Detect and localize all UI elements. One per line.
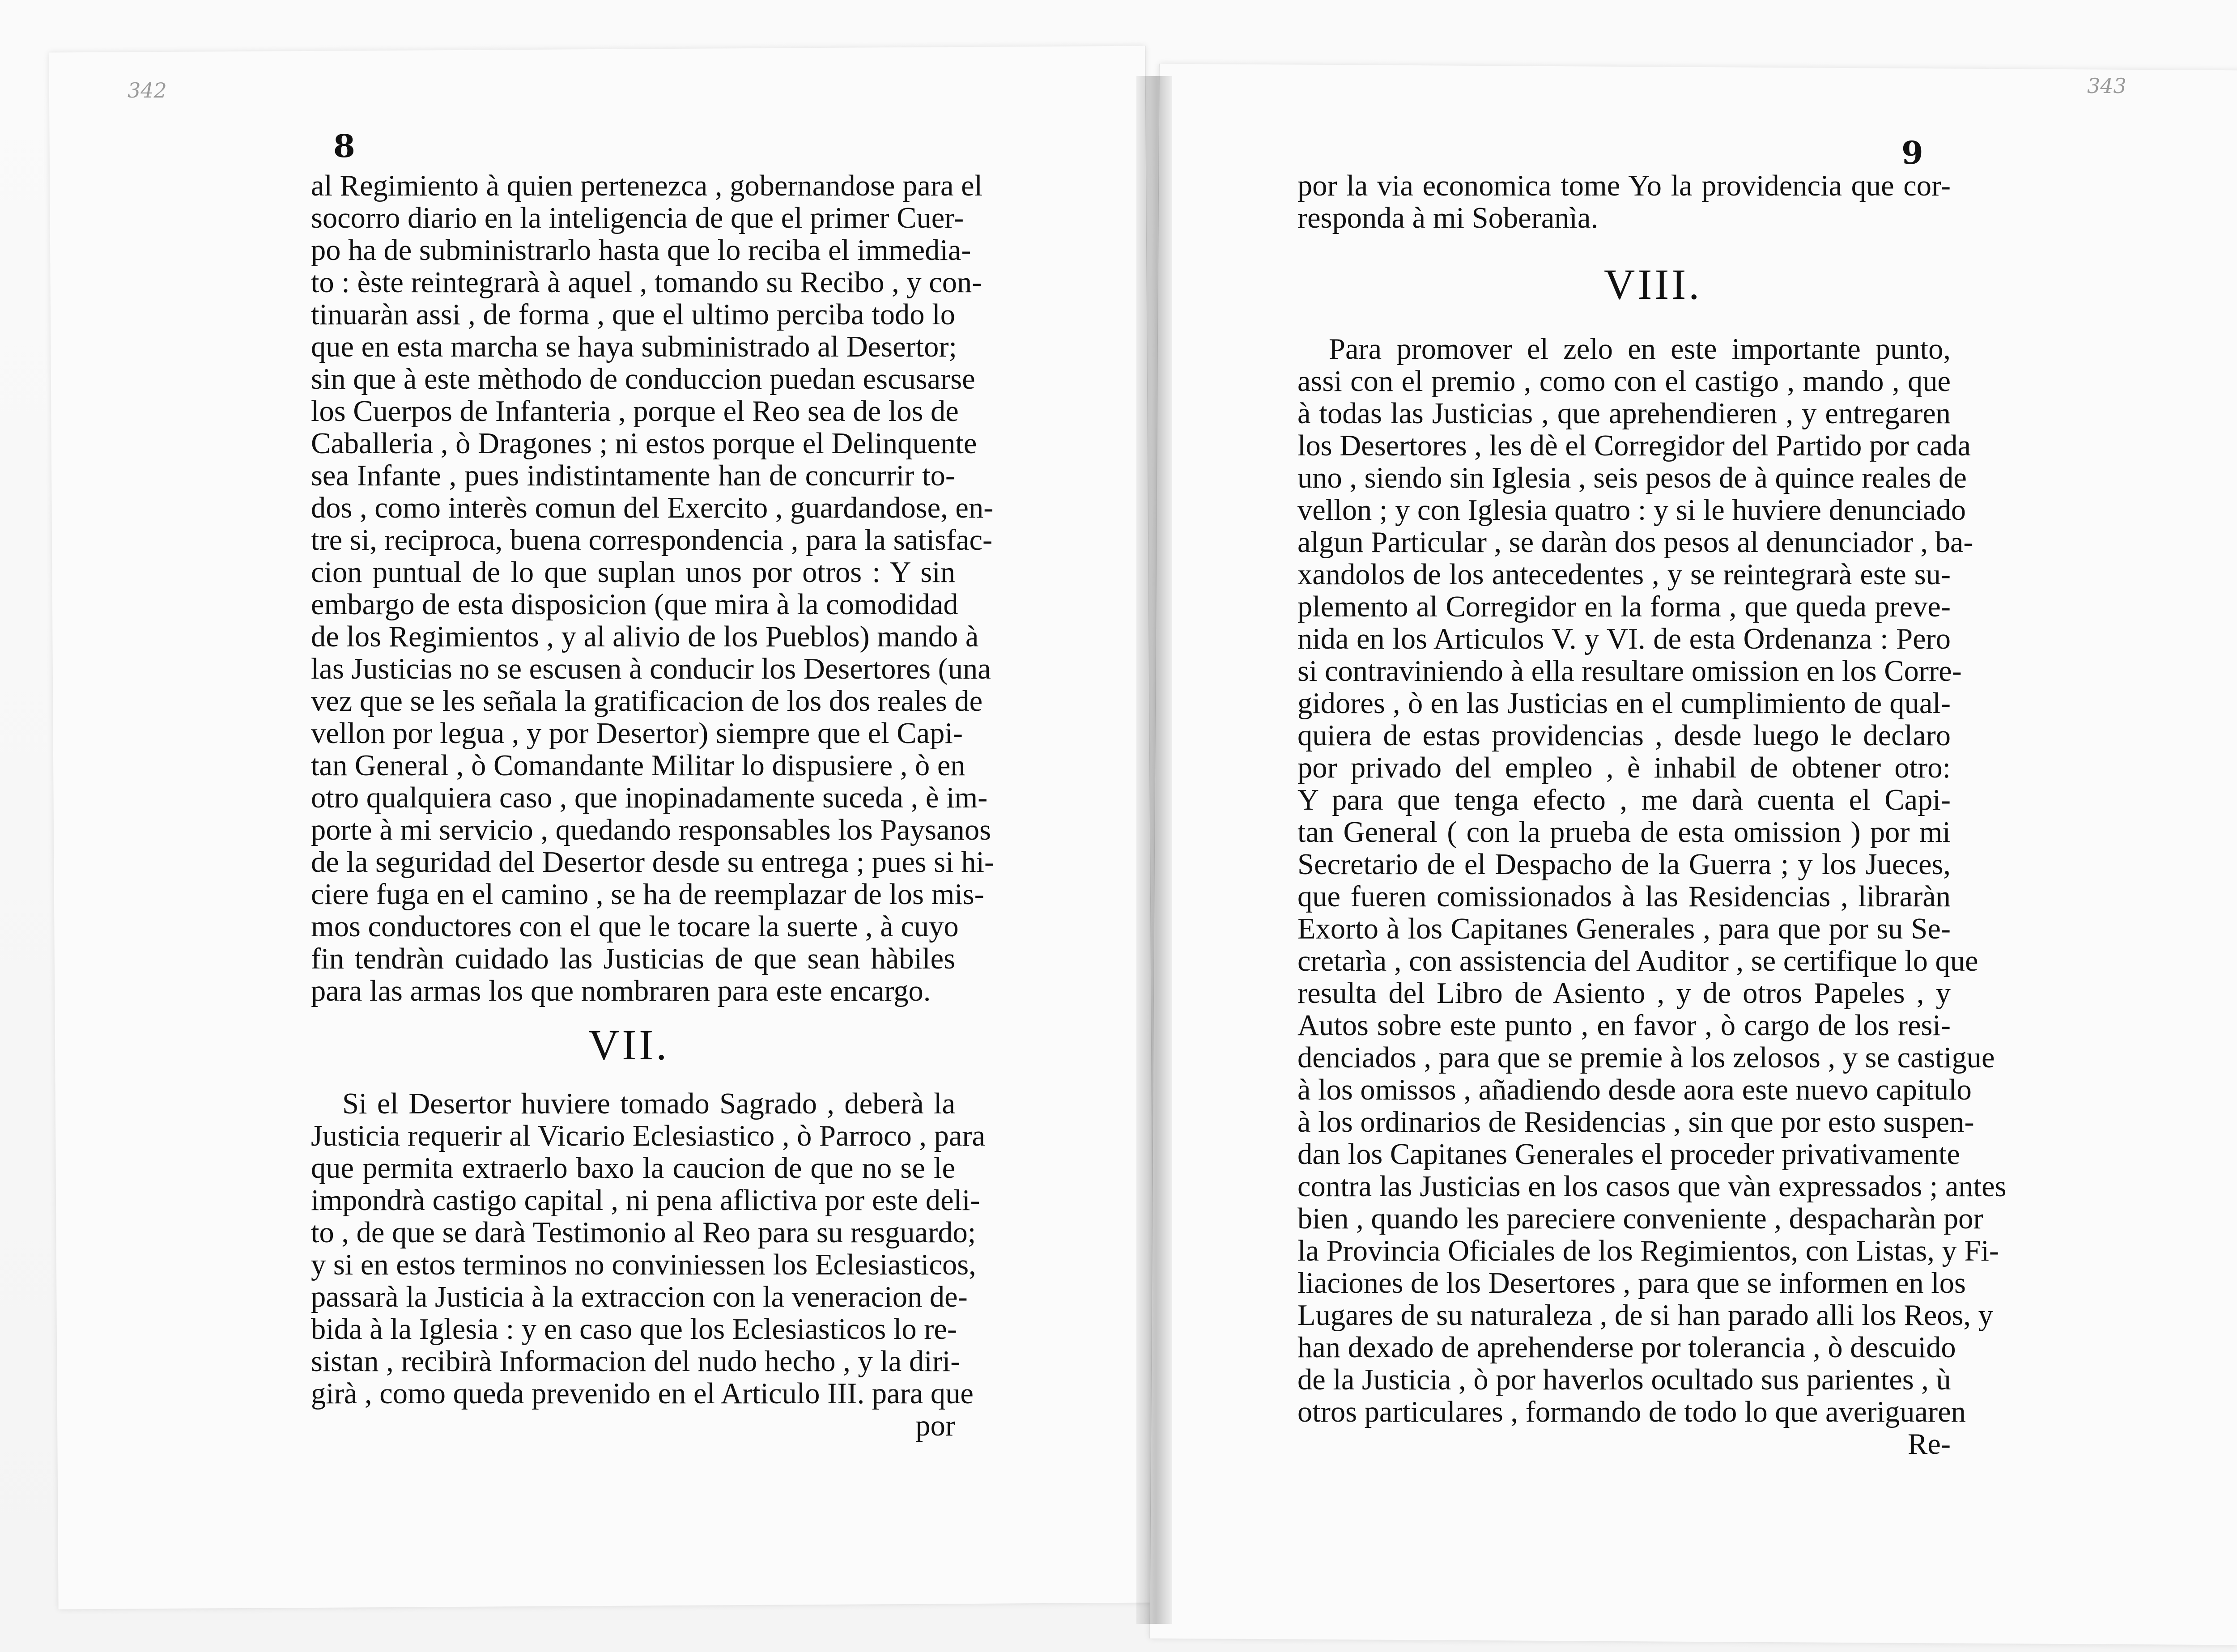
text-line: la Provincia Oficiales de los Regimientos, con Listas, y Fi- (1297, 1235, 1999, 1267)
text-line: si contraviniendo à ella resultare omission en los Corre- (1297, 655, 1962, 688)
text-line: vellon por legua , y por Desertor) siempre que el Capi- (311, 717, 963, 750)
right-opening-lines (1297, 170, 1951, 234)
text-line: ciere fuga en el camino , se ha de reemplazar de los mis- (311, 878, 984, 911)
text-line: assi con el premio , como con el castigo , mando , que (1297, 365, 1951, 398)
text-line: to , de que se darà Testimonio al Reo para su resguardo; (311, 1216, 976, 1249)
text-line: à los omissos , añadiendo desde aora este nuevo capitulo (1297, 1074, 1972, 1106)
text-line: Secretario de el Despacho de la Guerra ; y los Jueces, (1297, 848, 1951, 881)
text-line: Re- (1907, 1428, 1951, 1461)
text-line: po ha de subministrarlo hasta que lo reciba el immedia- (311, 234, 971, 267)
text-line: Justicia requerir al Vicario Eclesiastico , ò Parroco , para (311, 1120, 986, 1152)
book-gutter (1136, 76, 1172, 1624)
text-line: tan General ( con la prueba de esta omission ) por mi (1297, 816, 1951, 849)
text-line: contra las Justicias en los casos que vàn expressados ; antes (1297, 1170, 2007, 1203)
text-line: tre si, reciproca, buena correspondencia , para la satisfac- (311, 524, 993, 556)
text-line: al Regimiento à quien pertenezca , gobernandose para el (311, 170, 983, 202)
text-line: cretarìa , con assistencia del Auditor , se certifique lo que (1297, 945, 1978, 977)
text-line: han dexado de aprehenderse por tolerancia , ò descuido (1297, 1331, 1956, 1364)
text-line: Para promover el zelo en este importante punto, (1329, 333, 1951, 365)
text-line: à todas las Justicias , que aprehendieren , y entregaren (1297, 397, 1951, 430)
text-line: que fueren comissionados à las Residencias , libraràn (1297, 880, 1951, 913)
text-line: sin que à este mèthodo de conduccion puedan escusarse (311, 363, 975, 395)
text-line: las Justicias no se escusen à conducir los Desertores (una (311, 653, 991, 685)
text-line: y si en estos terminos no conviniessen los Eclesiasticos, (311, 1249, 976, 1281)
text-line: de la Justicia , ò por haverlos ocultado sus parientes , ù (1297, 1363, 1951, 1396)
text-line: cion puntual de lo que suplan unos por otros : Y sin (311, 556, 955, 589)
text-line: de los Regimientos , y al alivio de los Pueblos) mando à (311, 620, 979, 653)
text-line: plemento al Corregidor en la forma , que queda preve- (1297, 590, 1951, 623)
text-line: bien , quando les pareciere conveniente , despacharàn por (1297, 1202, 1983, 1235)
text-line: que en esta marcha se haya subministrado al Desertor; (311, 331, 957, 363)
left-paragraph-2 (311, 1087, 986, 1442)
text-line: mos conductores con el que le tocare la suerte , à cuyo (311, 910, 959, 943)
right-page-number: 9 (1901, 134, 1923, 171)
left-paragraph-1 (311, 170, 995, 1007)
text-line: responda à mi Soberanìa. (1297, 202, 1599, 234)
text-line: denciados , para que se premie à los zelosos , y se castigue (1297, 1041, 1995, 1074)
left-folio-mark: 342 (128, 78, 167, 102)
left-section-heading: VII. (588, 1021, 670, 1069)
text-line: à los ordinarios de Residencias , sin que por esto suspen- (1297, 1106, 1974, 1138)
text-line: Autos sobre este punto , en favor , ò cargo de los resi- (1297, 1009, 1951, 1042)
text-line: embargo de esta disposicion (que mira à la comodidad (311, 588, 958, 621)
text-line: algun Particular , se daràn dos pesos al denunciador , ba- (1297, 526, 1973, 559)
text-line: Exorto à los Capitanes Generales , para que por su Se- (1297, 913, 1951, 945)
text-line: sea Infante , pues indistintamente han de concurrir to- (311, 459, 955, 492)
text-line: nida en los Articulos V. y VI. de esta Ordenanza : Pero (1297, 623, 1951, 655)
text-line: otros particulares , formando de todo lo que averiguaren (1297, 1396, 1966, 1428)
text-line: tinuaràn assi , de forma , que el ultimo perciba todo lo (311, 298, 955, 331)
text-line: Caballeria , ò Dragones ; ni estos porque el Delinquente (311, 427, 977, 460)
text-line: quiera de estas providencias , desde luego le declaro (1297, 719, 1951, 752)
text-line: impondrà castigo capital , ni pena aflictiva por este deli- (311, 1184, 980, 1217)
text-line: gidores , ò en las Justicias en el cumplimiento de qual- (1297, 687, 1951, 720)
right-folio-mark: 343 (2087, 74, 2126, 98)
text-line: los Desertores , les dè el Corregidor del Partido por cada (1297, 429, 1971, 462)
text-line: dos , como interès comun del Exercito , guardandose, en- (311, 492, 994, 524)
text-line: Si el Desertor huviere tomado Sagrado , deberà la (342, 1087, 955, 1120)
text-line: para las armas los que nombraren para este encargo. (311, 975, 931, 1007)
text-line: los Cuerpos de Infanteria , porque el Reo sea de los de (311, 395, 959, 428)
left-page-number: 8 (333, 127, 355, 165)
text-line: dan los Capitanes Generales el proceder privativamente (1297, 1138, 1960, 1171)
text-line: por la via economica tome Yo la providencia que cor- (1297, 170, 1951, 202)
text-line: xandolos de los antecedentes , y se reintegrarà este su- (1297, 558, 1951, 591)
text-line: liaciones de los Desertores , para que se informen en los (1297, 1267, 1966, 1300)
text-line: vellon ; y con Iglesia quatro : y si le huviere denunciado (1297, 494, 1966, 527)
text-line: bida à la Iglesia : y en caso que los Eclesiasticos lo re- (311, 1313, 957, 1346)
right-paragraph (1297, 333, 2007, 1461)
right-section-heading: VIII. (1604, 260, 1702, 308)
text-line: to : èste reintegrarà à aquel , tomando su Recibo , y con- (311, 266, 982, 299)
text-line: por (915, 1410, 955, 1442)
text-line: fin tendràn cuidado las Justicias de que sean hàbiles (311, 943, 955, 975)
text-line: resulta del Libro de Asiento , y de otros Papeles , y (1297, 977, 1951, 1010)
text-line: socorro diario en la inteligencia de que el primer Cuer- (311, 202, 964, 234)
text-line: Y para que tenga efecto , me darà cuenta el Capi- (1297, 784, 1951, 816)
text-line: tan General , ò Comandante Militar lo dispusiere , ò en (311, 749, 965, 782)
text-line: que permita extraerlo baxo la caucion de que no se le (311, 1152, 955, 1185)
text-line: vez que se les señala la gratificacion de los dos reales de (311, 685, 983, 718)
text-line: de la seguridad del Desertor desde su entrega ; pues si hi- (311, 846, 995, 879)
text-line: Lugares de su naturaleza , de si han parado alli los Reos, y (1297, 1299, 1993, 1332)
text-line: por privado del empleo , è inhabil de obtener otro: (1297, 752, 1951, 784)
text-line: passarà la Justicia à la extraccion con la veneracion de- (311, 1281, 968, 1313)
text-line: uno , siendo sin Iglesia , seis pesos de à quince reales de (1297, 462, 1967, 494)
text-line: sistan , recibirà Informacion del nudo hecho , y la diri- (311, 1345, 961, 1378)
text-line: porte à mi servicio , quedando responsables los Paysanos (311, 814, 991, 846)
text-line: girà , como queda prevenido en el Articulo III. para que (311, 1377, 974, 1410)
text-line: otro qualquiera caso , que inopinadamente suceda , è im- (311, 781, 988, 814)
